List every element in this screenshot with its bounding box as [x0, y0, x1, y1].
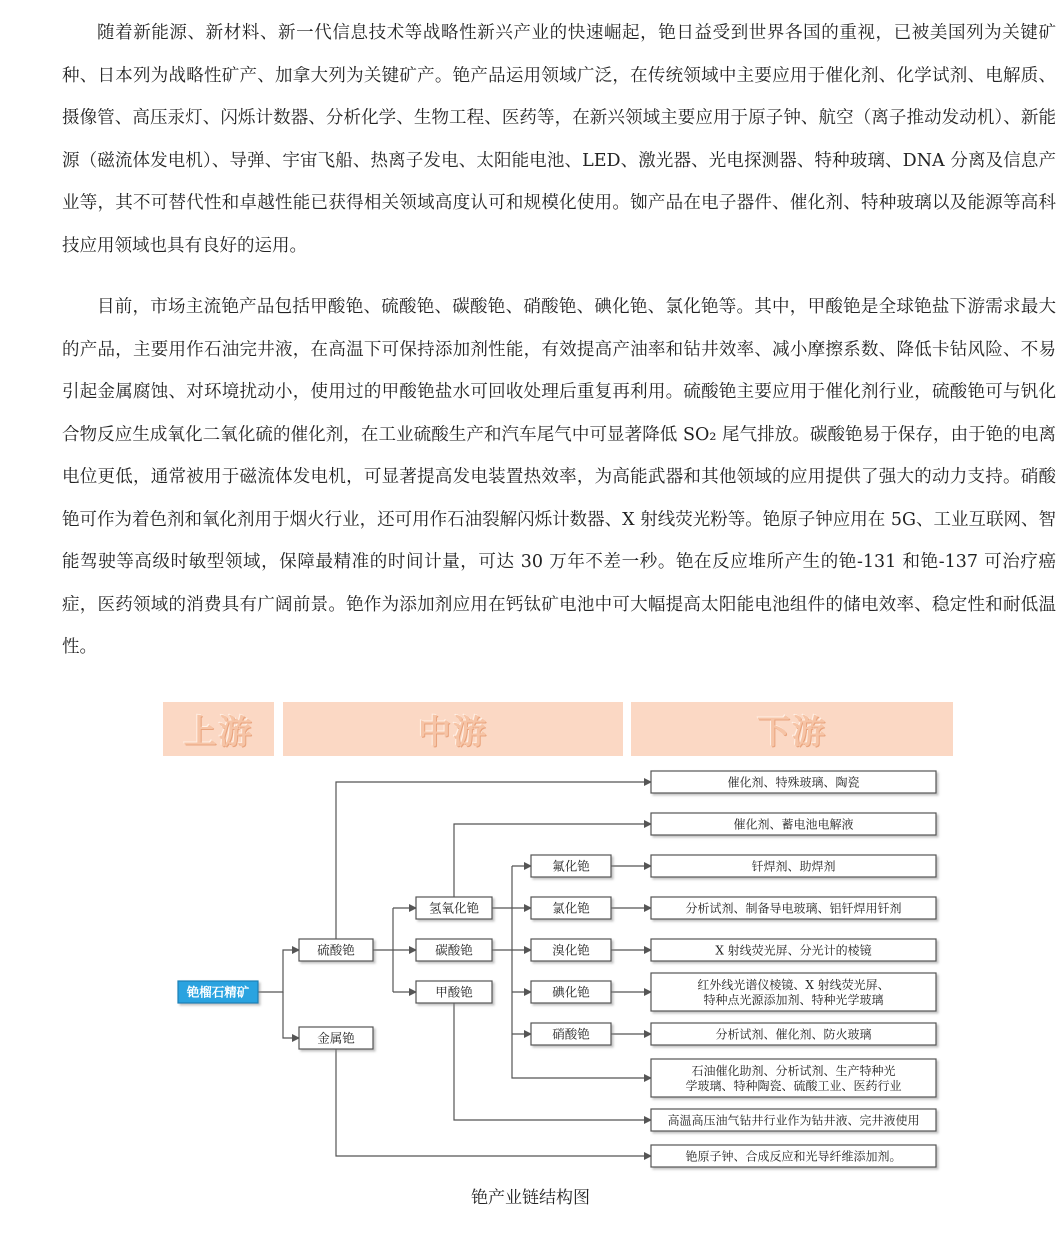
- header-upstream: 上游: [163, 702, 274, 756]
- header-midstream: 中游: [283, 702, 623, 756]
- level2-node-2: [416, 981, 492, 1003]
- level2-node-1: [416, 939, 492, 961]
- connector-lines: [258, 782, 651, 1156]
- output-node-6: [651, 1023, 936, 1045]
- level3-node-0-text: 氟化铯: [552, 858, 590, 874]
- diagram-caption: 铯产业链结构图: [471, 1188, 590, 1208]
- source-to-metal-line: [283, 992, 299, 1038]
- output-node-8-text: 高温高压油气钻井行业作为钻井液、完井液使用: [667, 1113, 920, 1128]
- output-node-9-text: 铯原子钟、合成反应和光导纤维添加剂。: [685, 1149, 902, 1164]
- level3-node-3-text: 碘化铯: [552, 984, 590, 1000]
- output-node-3: [651, 897, 936, 919]
- source-node-cesium-ore-text: 铯榴石精矿: [186, 984, 250, 1000]
- output-node-2: [651, 855, 936, 877]
- level1-node-0-text: 硫酸铯: [317, 942, 355, 958]
- level3-node-1: [531, 897, 611, 919]
- paragraph-1: 随着新能源、新材料、新一代信息技术等战略性新兴产业的快速崛起，铯日益受到世界各国的重视，已被美国列为关键矿种、日本列为战略性矿产、加拿大列为关键矿产。铯产品运用领域广泛，在传统领域中主要应用于催化剂、化学试剂、电解质、摄像管、高压汞灯、闪烁计数器、分析化学、生物工程、医药等，在新兴领域主要应用于原子钟、航空（离子推动发动机）、新能源（磁流体发电机）、导弹、宇宙飞船、热离子发电、太阳能电池、LED、激光器、光电探测器、特种玻璃、DNA 分离及信息产业等，其不可替代性和卓越性能已获得相关领域高度认可和规模化使用。铷产品在电子器件、催化剂、特种玻璃以及能源等高科技应用领域也具有良好的运用。: [62, 23, 1056, 256]
- level3-node-4: [531, 1023, 611, 1045]
- output-node-5-text: 红外线光谱仪棱镜、X 射线荧光屏、: [697, 978, 890, 992]
- level3-node-4-text: 硝酸铯: [552, 1026, 590, 1042]
- output-node-1: [651, 813, 936, 835]
- output-node-1-text: 催化剂、蓄电池电解液: [733, 817, 854, 832]
- source-to-sulfate-line: [258, 950, 299, 992]
- output-node-0-text: 催化剂、特殊玻璃、陶瓷: [727, 775, 860, 790]
- output-node-7-text: 石油催化助剂、分析试剂、生产特种光: [691, 1064, 896, 1078]
- level2-node-1-text: 碳酸铯: [435, 942, 473, 958]
- header-downstream: 下游: [631, 702, 953, 756]
- output-node-0: [651, 771, 936, 793]
- output-node-4: [651, 939, 936, 961]
- formate-to-output-8-line: [454, 1003, 651, 1120]
- level3-node-2-text: 溴化铯: [552, 942, 590, 958]
- output-node-6-text: 分析试剂、催化剂、防火玻璃: [715, 1027, 872, 1042]
- paragraph-2: 目前，市场主流铯产品包括甲酸铯、硫酸铯、碳酸铯、硝酸铯、碘化铯、氯化铯等。其中，甲酸铯是全球铯盐下游需求最大的产品，主要用作石油完井液，在高温下可保持添加剂性能，有效提高产油率和钻井效率、减小摩擦系数、降低卡钻风险、不易引起金属腐蚀、对环境扰动小，使用过的甲酸铯盐水可回收处理后重复再利用。硫酸铯主要应用于催化剂行业，硫酸铯可与钒化合物反应生成氧化二氧化硫的催化剂，在工业硫酸生产和汽车尾气中可显著降低 SO₂ 尾气排放。碳酸铯易于保存，由于铯的电离电位更低，通常被用于磁流体发电机，可显著提高发电装置热效率，为高能武器和其他领域的应用提供了强大的动力支持。硝酸铯可作为着色剂和氧化剂用于烟火行业，还可用作石油裂解闪烁计数器、X 射线荧光粉等。铯原子钟应用在 5G、工业互联网、智能驾驶等高级时敏型领域，保障最精准的时间计量，可达 30 万年不差一秒。铯在反应堆所产生的铯-131 和铯-137 可治疗癌症，医药领域的消费具有广阔前景。铯作为添加剂应用在钙钛矿电池中可大幅提高太阳能电池组件的储电效率、稳定性和耐低温性。: [62, 297, 1056, 657]
- output-node-5-text: 特种点光源添加剂、特种光学玻璃: [703, 993, 884, 1007]
- output-node-5: [651, 973, 936, 1011]
- level3-node-1-text: 氯化铯: [552, 900, 590, 916]
- level3-node-3: [531, 981, 611, 1003]
- level3-node-0: [531, 855, 611, 877]
- output-node-9: [651, 1145, 936, 1167]
- metal-to-output-9-line: [336, 1049, 651, 1156]
- level1-node-0: [299, 939, 373, 961]
- diagram-nodes: [178, 771, 936, 1167]
- level2-node-0-text: 氢氧化铯: [428, 900, 480, 916]
- output-node-8: [651, 1109, 936, 1131]
- level2-node-2-text: 甲酸铯: [435, 984, 473, 1000]
- level1-node-1: [299, 1027, 373, 1049]
- output-node-7: [651, 1059, 936, 1097]
- level2-node-0: [416, 897, 492, 919]
- output-node-3-text: 分析试剂、制备导电玻璃、铝钎焊用钎剂: [685, 901, 902, 916]
- level1-node-1-text: 金属铯: [317, 1030, 355, 1046]
- output-node-7-text: 学玻璃、特种陶瓷、硫酸工业、医药行业: [685, 1079, 902, 1093]
- source-node-cesium-ore: [178, 981, 258, 1003]
- output-node-4-text: X 射线荧光屏、分光计的棱镜: [715, 943, 872, 958]
- level3-node-2: [531, 939, 611, 961]
- output-node-2-text: 钎焊剂、助焊剂: [751, 859, 836, 874]
